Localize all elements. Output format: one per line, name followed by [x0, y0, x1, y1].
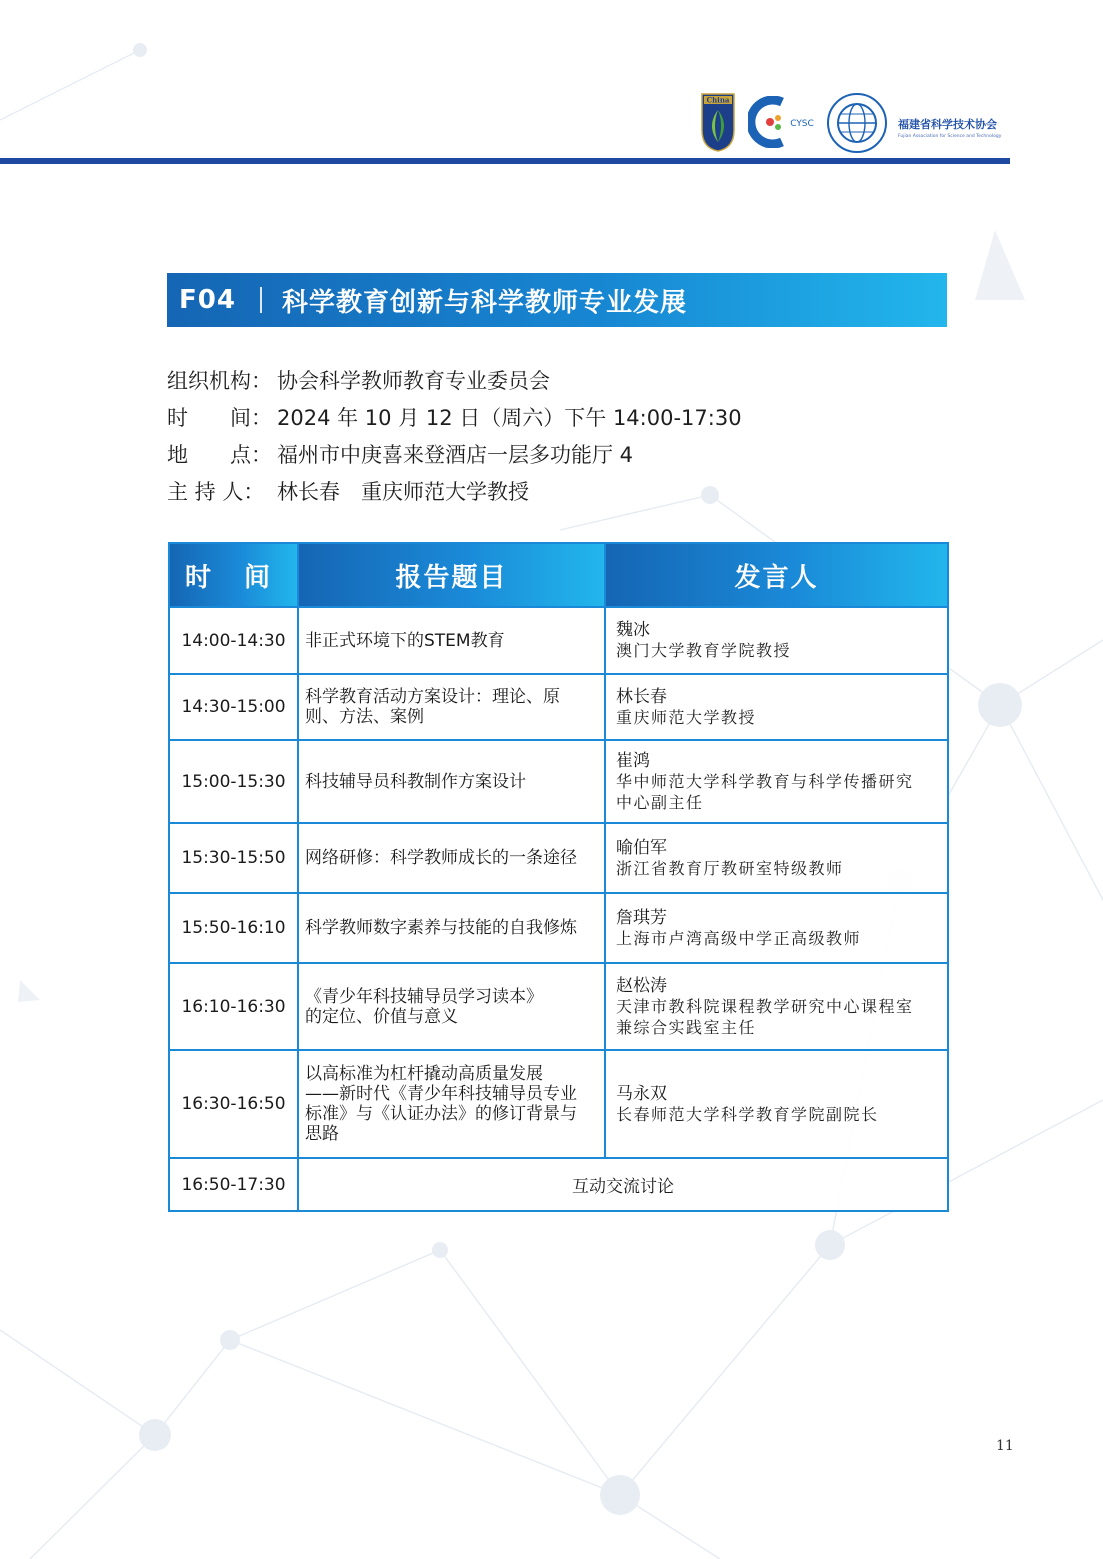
speaker-title: 重庆师范大学教授 [616, 707, 757, 727]
table-header-row [169, 543, 948, 607]
session-title-bar [167, 273, 947, 327]
row-speaker [605, 1050, 948, 1158]
row-time: 16:50-17:30 [169, 1158, 298, 1211]
cysc-logo [748, 96, 820, 148]
row-topic [298, 963, 605, 1050]
info-label: 地 点： [167, 442, 272, 467]
speaker-name: 詹琪芳 [616, 907, 667, 928]
info-label: 时 间： [167, 405, 272, 430]
page-number: 11 [996, 1438, 1014, 1454]
topic-line: 科学教育活动方案设计：理论、原 [305, 687, 560, 707]
header-topic: 报告题目 [298, 543, 605, 607]
topic-line: 科学教师数字素养与技能的自我修炼 [305, 918, 577, 938]
china-seed-logo-text: China [706, 95, 730, 105]
header-logos [696, 92, 1016, 156]
speaker-title: 天津市教科院课程教学研究中心课程室 [616, 996, 914, 1016]
table-row [169, 1050, 948, 1158]
association-seal-logo [826, 92, 888, 154]
row-topic [298, 823, 605, 893]
info-label: 组织机构： [167, 368, 272, 393]
table-row [169, 674, 948, 740]
row-time: 16:30-16:50 [169, 1050, 298, 1158]
topic-line: 科技辅导员科教制作方案设计 [305, 771, 526, 792]
speaker-title: 长春师范大学科学教育学院副院长 [616, 1104, 879, 1124]
topic-line: ——新时代《青少年科技辅导员专业 [305, 1084, 577, 1104]
topic-line: 非正式环境下的STEM教育 [305, 630, 505, 651]
info-value: 2024 年 10 月 12 日（周六）下午 14:00-17:30 [277, 405, 742, 430]
header-time: 时 间 [169, 543, 298, 607]
row-speaker [605, 674, 948, 740]
info-value: 福州市中庚喜来登酒店一层多功能厅 4 [277, 442, 634, 467]
session-info [167, 361, 742, 509]
row-speaker [605, 607, 948, 674]
schedule-table [168, 542, 949, 1212]
fujian-association-name: 福建省科学技术协会 [898, 118, 997, 131]
row-time: 16:10-16:30 [169, 963, 298, 1050]
table-row-discussion [169, 1158, 948, 1211]
china-seed-logo [700, 92, 736, 152]
row-topic [298, 674, 605, 740]
speaker-name: 赵松涛 [616, 975, 667, 996]
speaker-title: 华中师范大学科学教育与科学传播研究 [616, 771, 914, 791]
topic-line: 标准》与《认证办法》的修订背景与 [305, 1104, 577, 1124]
table-row [169, 963, 948, 1050]
info-row-organizer [167, 361, 742, 398]
row-time: 14:30-15:00 [169, 674, 298, 740]
row-topic [298, 740, 605, 823]
cysc-logo-text: CYSC [790, 119, 814, 129]
topic-line: 思路 [305, 1124, 339, 1144]
speaker-name: 喻伯军 [616, 837, 667, 858]
topic-line: 《青少年科技辅导员学习读本》 [305, 986, 543, 1007]
speaker-title: 浙江省教育厅教研室特级教师 [616, 858, 844, 878]
info-value: 协会科学教师教育专业委员会 [277, 368, 550, 393]
row-topic [298, 1050, 605, 1158]
session-code: F04 [179, 285, 236, 315]
header-speaker: 发言人 [605, 543, 948, 607]
row-topic [298, 607, 605, 674]
discussion-cell: 互动交流讨论 [298, 1158, 948, 1211]
row-time: 15:00-15:30 [169, 740, 298, 823]
fujian-association-english: Fujian Association for Science and Technology [898, 134, 1002, 139]
row-time: 15:50-16:10 [169, 893, 298, 963]
row-topic [298, 893, 605, 963]
session-title: 科学教育创新与科学教师专业发展 [281, 287, 687, 318]
speaker-name: 林长春 [616, 686, 667, 707]
speaker-title: 中心副主任 [616, 792, 704, 812]
speaker-title: 澳门大学教育学院教授 [616, 641, 792, 660]
fujian-association-logo [898, 116, 1018, 139]
table-row [169, 823, 948, 893]
speaker-name: 崔鸿 [616, 750, 650, 771]
topic-line: 则、方法、案例 [305, 707, 424, 727]
row-time: 14:00-14:30 [169, 607, 298, 674]
info-row-time [167, 398, 742, 435]
row-speaker [605, 823, 948, 893]
info-label: 主 持 人： [167, 479, 265, 504]
row-time: 15:30-15:50 [169, 823, 298, 893]
row-speaker [605, 740, 948, 823]
row-speaker [605, 963, 948, 1050]
speaker-title: 兼综合实践室主任 [616, 1017, 757, 1037]
topic-line: 的定位、价值与意义 [305, 1006, 458, 1027]
table-row [169, 740, 948, 823]
speaker-name: 马永双 [616, 1083, 667, 1104]
topic-line: 网络研修：科学教师成长的一条途径 [305, 848, 577, 868]
info-value: 林长春 重庆师范大学教授 [277, 479, 529, 504]
speaker-title: 上海市卢湾高级中学正高级教师 [616, 928, 862, 948]
topic-line: 以高标准为杠杆撬动高质量发展 [305, 1064, 543, 1084]
info-row-location [167, 435, 742, 472]
row-speaker [605, 893, 948, 963]
table-row [169, 893, 948, 963]
header-rule [0, 158, 1010, 164]
info-row-host [167, 472, 742, 509]
speaker-name: 魏冰 [616, 620, 650, 640]
table-row [169, 607, 948, 674]
title-separator [260, 287, 262, 313]
